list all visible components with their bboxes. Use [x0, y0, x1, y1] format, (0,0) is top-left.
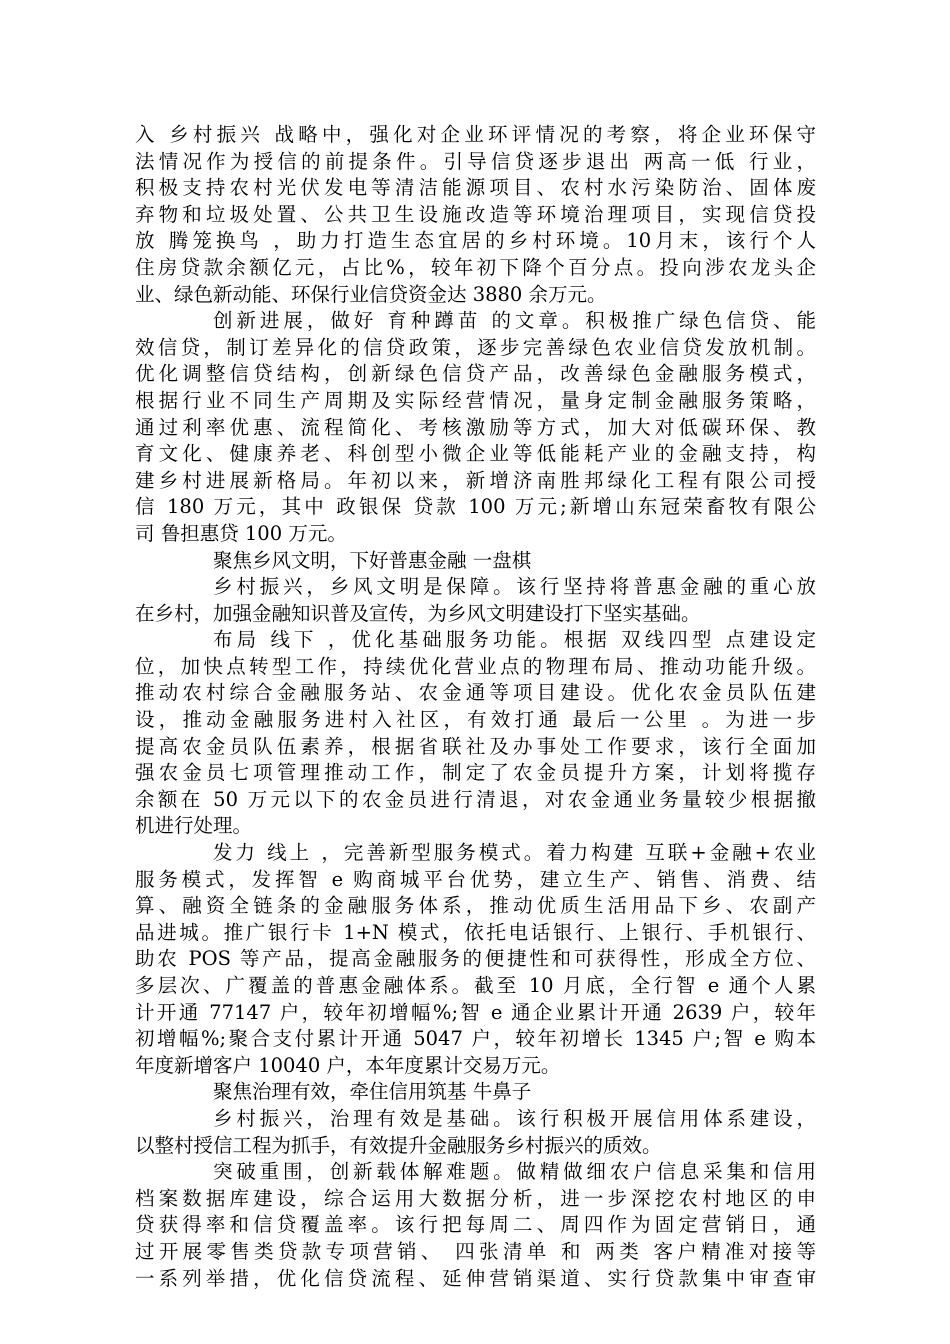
text-line: 强农金员七项管理推动工作，制定了农金员提升方案，计划将揽存 [135, 761, 816, 785]
text-line: 服务模式，发挥智 e 购商城平台优势，建立生产、销售、消费、结 [135, 867, 816, 891]
text-line: 档案数据库建设，综合运用大数据分析，进一步深挖农村地区的申 [135, 1186, 816, 1210]
text-line: 司 鲁担惠贷 100 万元。 [135, 521, 347, 545]
text-line: 提高农金员队伍素养，根据省联社及办事处工作要求，该行全面加 [135, 734, 816, 758]
text-line: 信 180 万元，其中 政银保 贷款 100 万元;新增山东冠荣畜牧有限公 [135, 495, 816, 519]
text-line: 推动农村综合金融服务站、农金通等项目建设。优化农金员队伍建 [135, 681, 816, 705]
text-line: 发力 线上 ，完善新型服务模式。着力构建 互联+金融+农业 [213, 841, 816, 865]
text-line: 一系列举措，优化信贷流程、延伸营销渠道、实行贷款集中审查审 [135, 1266, 816, 1290]
text-line: 优化调整信贷结构，创新绿色信贷产品，改善绿色金融服务模式， [135, 362, 816, 386]
text-line: 业、绿色新动能、环保行业信贷资金达 3880 余万元。 [135, 282, 607, 306]
text-line: 多层次、广覆盖的普惠金融体系。截至 10 月底，全行智 e 通个人累 [135, 974, 816, 997]
text-line: 弃物和垃圾处置、公共卫生设施改造等环境治理项目，实现信贷投 [135, 202, 816, 226]
text-line: 入 乡村振兴 战略中，强化对企业环评情况的考察，将企业环保守 [135, 123, 816, 146]
text-line: 布局 线下 ，优化基础服务功能。根据 双线四型 点建设定 [213, 628, 816, 652]
text-line: 品进城。推广银行卡 1+N 模式，依托电话银行、上银行、手机银行、 [135, 920, 816, 944]
text-line: 积极支持农村光伏发电等清洁能源项目、农村水污染防治、固体废 [135, 176, 816, 200]
text-line: 余额在 50 万元以下的农金员进行清退，对农金通业务量较少根据撤 [135, 787, 816, 811]
text-line: 突破重围，创新载体解难题。做精做细农户信息采集和信用 [213, 1160, 816, 1184]
text-line: 过开展零售类贷款专项营销、 四张清单 和 两类 客户精准对接等 [135, 1239, 816, 1263]
text-line: 效信贷，制订差异化的信贷政策，逐步完善绿色农业信贷发放机制。 [135, 335, 816, 359]
text-line: 算、融资全链条的金融服务体系，推动优质生活用品下乡、农副产 [135, 894, 816, 918]
text-line: 创新进展，做好 育种蹲苗 的文章。积极推广绿色信贷、能 [213, 309, 816, 333]
text-line: 年度新增客户 10040 户，本年度累计交易万元。 [135, 1053, 561, 1077]
text-line: 法情况作为授信的前提条件。引导信贷逐步退出 两高一低 行业， [135, 149, 816, 173]
text-line: 在乡村，加强金融知识普及宣传，为乡风文明建设打下坚实基础。 [135, 601, 701, 625]
text-line: 助农 POS 等产品，提高金融服务的便捷性和可获得性，形成全方位、 [135, 947, 816, 971]
text-line: 聚焦乡风文明，下好普惠金融 一盘棋 [213, 548, 532, 572]
text-line: 根据行业不同生产周期及实际经营情况，量身定制金融服务策略， [135, 388, 816, 412]
text-line: 位，加快点转型工作，持续优化营业点的物理布局、推动功能升级。 [135, 654, 816, 678]
text-line: 乡村振兴，乡风文明是保障。该行坚持将普惠金融的重心放 [213, 575, 816, 599]
text-line: 育文化、健康养老、科创型小微企业等低能耗产业的金融支持，构 [135, 442, 816, 466]
text-line: 放 腾笼换鸟 ，助力打造生态宜居的乡村环境。10月末，该行个人 [135, 229, 816, 253]
text-line: 机进行处理。 [135, 814, 253, 838]
text-line: 住房贷款余额亿元，占比%，较年初下降个百分点。投向涉农龙头企 [135, 255, 816, 279]
text-line: 建乡村进展新格局。年初以来，新增济南胜邦绿化工程有限公司授 [135, 468, 816, 492]
text-line: 计开通 77147 户，较年初增幅%;智 e 通企业累计开通 2639 户，较年 [135, 1000, 816, 1024]
text-line: 聚焦治理有效，牵住信用筑基 牛鼻子 [213, 1080, 532, 1104]
text-line: 初增幅%;聚合支付累计开通 5047 户，较年初增长 1345 户;智 e 购本 [135, 1027, 816, 1051]
text-line: 以整村授信工程为抓手，有效提升金融服务乡村振兴的质效。 [135, 1133, 662, 1157]
text-line: 设，推动金融服务进村入社区，有效打通 最后一公里 。为进一步 [135, 708, 816, 732]
text-line: 通过利率优惠、流程简化、考核激励等方式，加大对低碳环保、教 [135, 415, 816, 439]
text-line: 乡村振兴，治理有效是基础。该行积极开展信用体系建设， [213, 1106, 816, 1130]
text-line: 贷获得率和信贷覆盖率。该行把每周二、周四作为固定营销日，通 [135, 1213, 816, 1237]
